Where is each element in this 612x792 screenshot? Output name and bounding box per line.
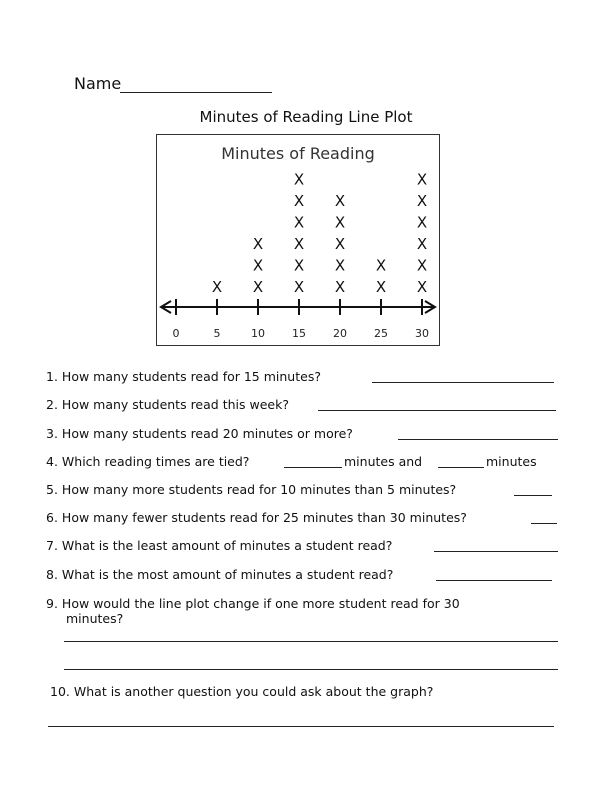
- data-mark-10-3: X: [252, 235, 264, 253]
- data-mark-15-4: X: [293, 213, 305, 232]
- data-mark-15-2: X: [293, 256, 305, 275]
- data-mark-30-5: X: [416, 192, 428, 210]
- worksheet-title: Minutes of Reading Line Plot: [199, 108, 413, 126]
- question-10-number: 10.: [50, 684, 70, 699]
- data-mark-30-1: X: [416, 278, 428, 296]
- data-mark-15-6: X: [293, 170, 305, 189]
- question-1: [46, 369, 321, 384]
- question-7: [46, 538, 392, 553]
- answer-10-line[interactable]: [48, 726, 554, 727]
- data-mark-20-2: X: [334, 256, 346, 275]
- tick-label-20: 20: [333, 327, 347, 340]
- question-5-text: How many more students read for 10 minutes than 5 minutes?: [61, 482, 457, 497]
- data-mark-30-3: X: [416, 235, 428, 253]
- question-9-number: 9.: [46, 596, 58, 611]
- tick-label-25: 25: [374, 327, 388, 340]
- data-mark-15-1: X: [293, 278, 305, 296]
- data-mark-15-5: X: [293, 192, 305, 210]
- tick-label-10: 10: [251, 327, 265, 340]
- question-6-number: 6.: [46, 510, 58, 525]
- question-4: [46, 454, 249, 469]
- data-mark-20-5: X: [334, 192, 346, 210]
- data-mark-10-1: X: [252, 278, 264, 296]
- answer-1-line[interactable]: [372, 382, 554, 383]
- question-5: [46, 482, 456, 497]
- answer-4-line-a[interactable]: [284, 467, 342, 468]
- question-1-text: How many students read for 15 minutes?: [61, 369, 321, 384]
- answer-9-line-1[interactable]: [64, 641, 558, 642]
- question-2-number: 2.: [46, 397, 58, 412]
- question-2: [46, 397, 289, 412]
- chart-title: Minutes of Reading: [221, 144, 375, 163]
- tick-label-0: 0: [172, 327, 180, 340]
- question-1-number: 1.: [46, 369, 58, 384]
- question-2-text: How many students read this week?: [61, 397, 289, 412]
- question-7-text: What is the least amount of minutes a student read?: [61, 538, 393, 553]
- question-4-text: Which reading times are tied?: [61, 454, 250, 469]
- answer-2-line[interactable]: [318, 410, 556, 411]
- question-9-text-line2: minutes?: [66, 611, 124, 626]
- data-mark-30-2: X: [416, 256, 428, 275]
- question-8-text: What is the most amount of minutes a student read?: [61, 567, 394, 582]
- question-4-number: 4.: [46, 454, 58, 469]
- question-3-text: How many students read 20 minutes or more?: [61, 426, 353, 441]
- question-9: [46, 596, 460, 611]
- tick-label-15: 15: [292, 327, 306, 340]
- data-mark-5-1: X: [211, 278, 223, 296]
- question-10: [50, 684, 433, 699]
- line-plot-chart: [156, 134, 440, 346]
- question-5-number: 5.: [46, 482, 58, 497]
- question-4-middle: minutes and: [344, 454, 423, 469]
- question-6-text: How many fewer students read for 25 minutes than 30 minutes?: [61, 510, 467, 525]
- data-mark-20-4: X: [334, 213, 346, 232]
- answer-5-line[interactable]: [514, 495, 552, 496]
- answer-8-line[interactable]: [436, 580, 552, 581]
- question-8: [46, 567, 393, 582]
- question-7-number: 7.: [46, 538, 58, 553]
- data-mark-10-2: X: [252, 256, 264, 275]
- question-10-text: What is another question you could ask about the graph?: [73, 684, 434, 699]
- data-mark-25-1: X: [375, 278, 387, 296]
- answer-9-line-2[interactable]: [64, 669, 558, 670]
- data-mark-15-3: X: [293, 235, 305, 253]
- data-mark-30-6: X: [416, 170, 428, 189]
- name-label: Name: [74, 74, 122, 93]
- question-3: [46, 426, 353, 441]
- answer-6-line[interactable]: [531, 523, 557, 524]
- question-6: [46, 510, 467, 525]
- data-mark-25-2: X: [375, 256, 387, 275]
- data-mark-30-4: X: [416, 213, 428, 232]
- data-mark-20-3: X: [334, 235, 346, 253]
- tick-label-5: 5: [213, 327, 221, 340]
- question-4-end: minutes: [486, 454, 537, 469]
- answer-4-line-b[interactable]: [438, 467, 484, 468]
- question-8-number: 8.: [46, 567, 58, 582]
- answer-7-line[interactable]: [434, 551, 558, 552]
- answer-3-line[interactable]: [398, 439, 558, 440]
- data-mark-20-1: X: [334, 278, 346, 296]
- name-blank-line[interactable]: [120, 92, 272, 93]
- question-3-number: 3.: [46, 426, 58, 441]
- question-9-text: How would the line plot change if one more student read for 30: [61, 596, 460, 611]
- tick-label-30: 30: [415, 327, 429, 340]
